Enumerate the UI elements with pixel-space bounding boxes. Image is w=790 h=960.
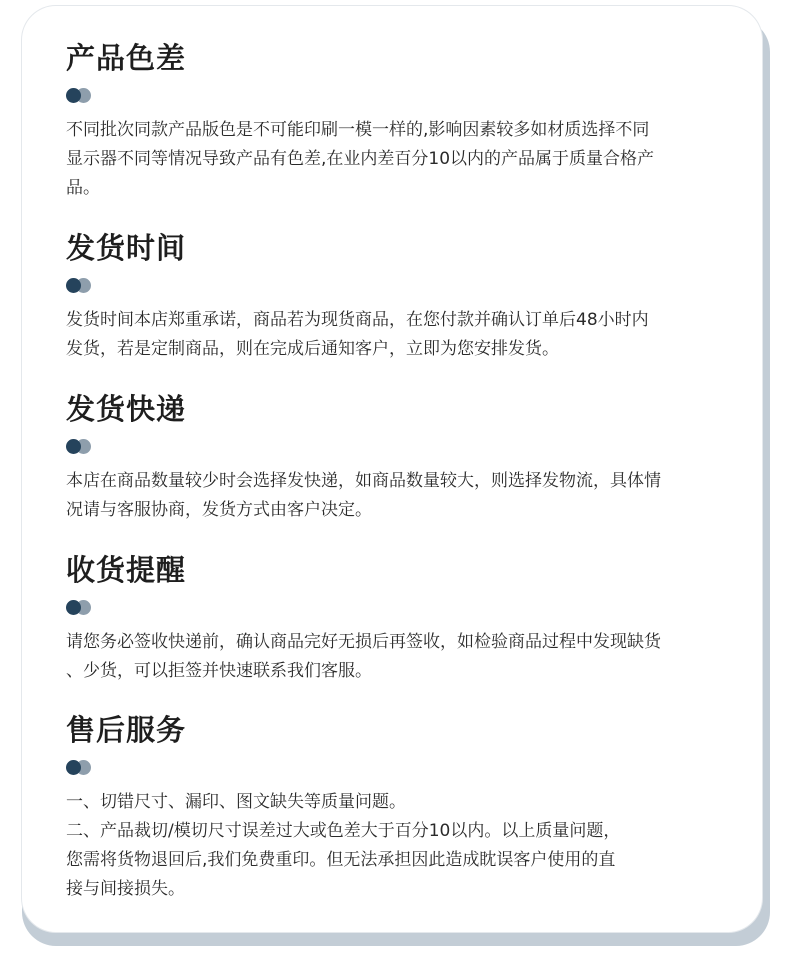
dots-icon xyxy=(66,760,96,776)
dot-dark-icon xyxy=(66,439,81,454)
body-line: 发货时间本店郑重承诺，商品若为现货商品，在您付款并确认订单后48小时内 xyxy=(66,310,649,330)
section-title: 售后服务 xyxy=(66,713,187,747)
body-line: 接与间接损失。 xyxy=(66,879,185,899)
body-line: 二、产品裁切/模切尺寸误差过大或色差大于百分10以内。以上质量问题， xyxy=(66,821,621,841)
section-color-difference xyxy=(66,40,726,203)
dots-icon xyxy=(66,600,96,616)
section-body xyxy=(66,788,726,904)
body-line: 发货，若是定制商品，则在完成后通知客户，立即为您安排发货。 xyxy=(66,339,559,359)
section-title: 产品色差 xyxy=(66,41,187,75)
section-body xyxy=(66,467,726,525)
section-body xyxy=(66,628,726,686)
dot-dark-icon xyxy=(66,760,81,775)
body-line: 一、切错尺寸、漏印、图文缺失等质量问题。 xyxy=(66,792,406,812)
section-title: 发货时间 xyxy=(66,231,187,265)
body-line: 品。 xyxy=(66,178,100,198)
section-title: 发货快递 xyxy=(66,392,187,426)
body-line: 您需将货物退回后,我们免费重印。但无法承担因此造成眈误客户使用的直 xyxy=(66,850,616,870)
section-body xyxy=(66,116,726,203)
dots-icon xyxy=(66,278,96,294)
body-line: 、少货，可以拒签并快速联系我们客服。 xyxy=(66,661,372,681)
section-shipping-time xyxy=(66,230,726,364)
section-shipping-courier xyxy=(66,391,726,525)
body-line: 不同批次同款产品版色是不可能印刷一模一样的,影响因素较多如材质选择不同 xyxy=(66,120,650,140)
section-body xyxy=(66,306,726,364)
body-line: 本店在商品数量较少时会选择发快递，如商品数量较大，则选择发物流，具体情 xyxy=(66,471,661,491)
body-line: 请您务必签收快递前，确认商品完好无损后再签收，如检验商品过程中发现缺货 xyxy=(66,632,661,652)
dots-icon xyxy=(66,439,96,455)
body-line: 况请与客服协商，发货方式由客户决定。 xyxy=(66,500,372,520)
body-line: 显示器不同等情况导致产品有色差,在业内差百分10以内的产品属于质量合格产 xyxy=(66,149,655,169)
section-title: 收货提醒 xyxy=(66,553,187,587)
section-receipt-reminder xyxy=(66,552,726,686)
section-after-sales xyxy=(66,712,726,904)
dot-dark-icon xyxy=(66,88,81,103)
dot-dark-icon xyxy=(66,600,81,615)
dot-dark-icon xyxy=(66,278,81,293)
dots-icon xyxy=(66,88,96,104)
